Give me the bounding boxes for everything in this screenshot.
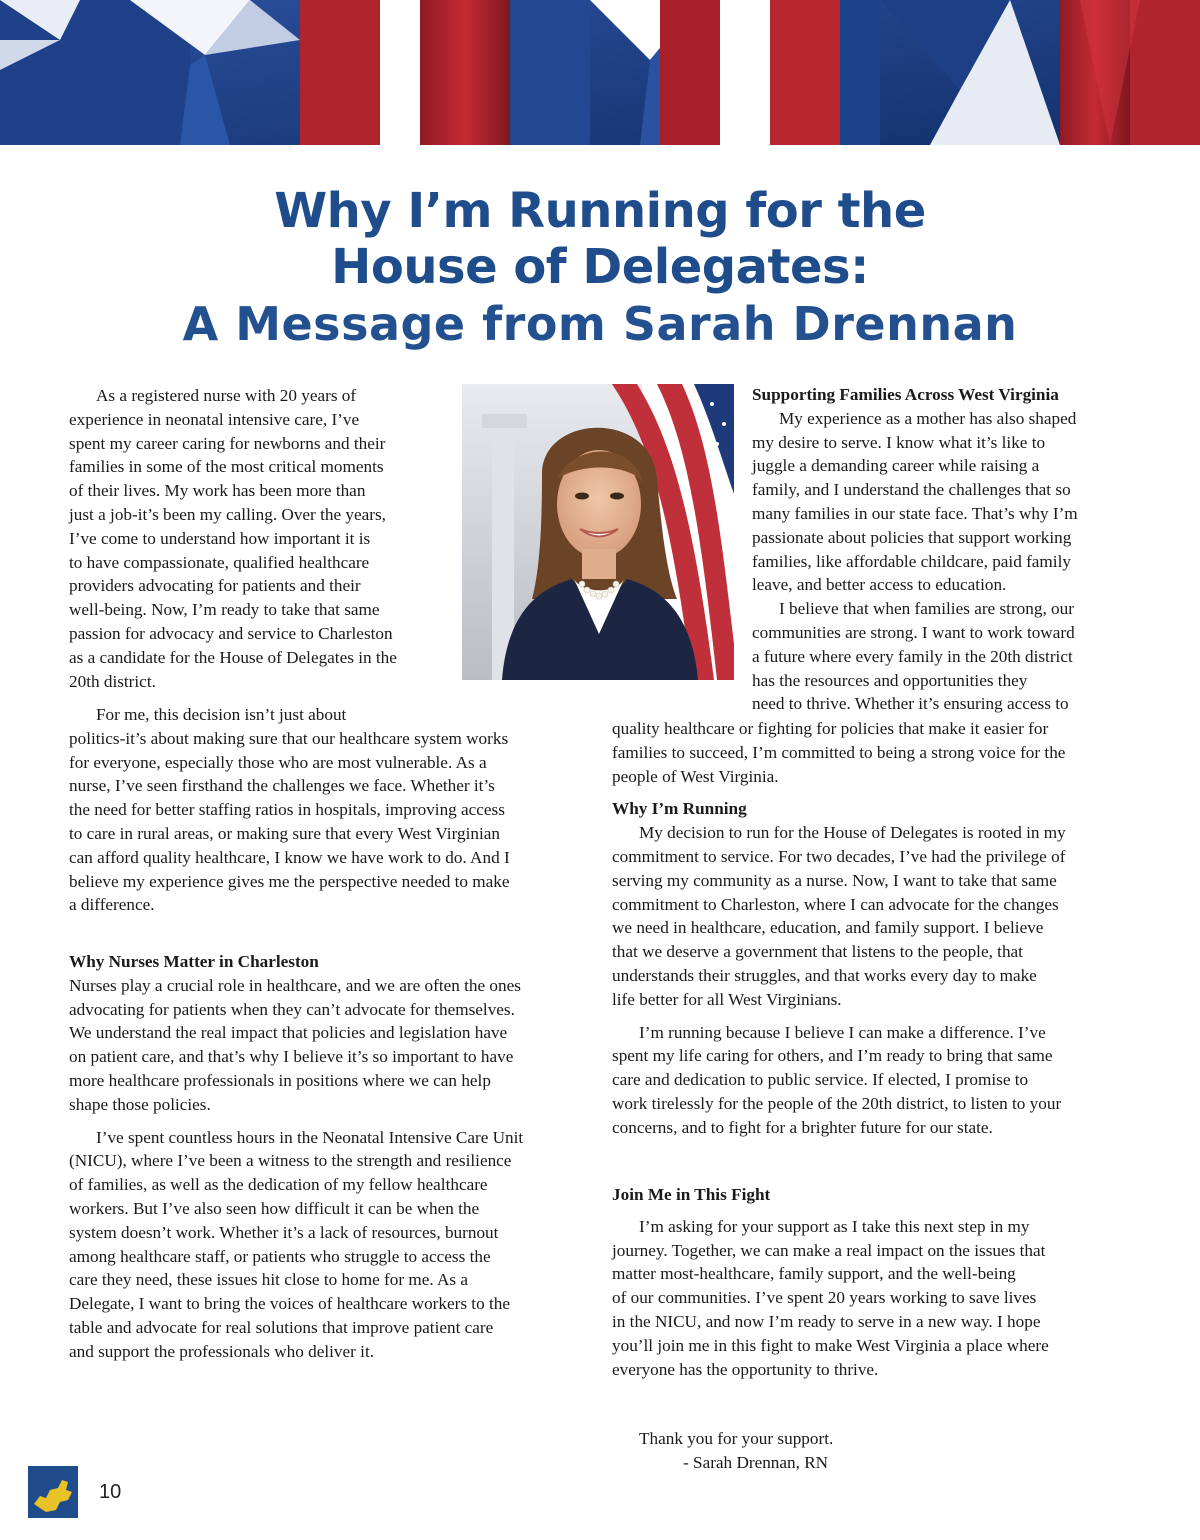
text-line: work tirelessly for the people of the 20th district, to listen to your	[612, 1093, 1062, 1113]
signature: - Sarah Drennan, RN	[683, 1453, 829, 1472]
text-line: you’ll join me in this fight to make West Virginia a place where	[612, 1335, 1049, 1355]
text-line: of our communities. I’ve spent 20 years working to save lives	[612, 1288, 1037, 1308]
text-line: to care in rural areas, or making sure that every West Virginian	[69, 823, 500, 843]
text-line: that we deserve a government that listens to the people, that	[612, 942, 1023, 962]
text-line: care and dedication to public service. If elected, I promise to	[612, 1070, 1029, 1090]
text-line: passionate about policies that support working	[752, 527, 1072, 547]
text-line: shape those policies.	[69, 1094, 211, 1114]
text-line: more healthcare professionals in positions where we can help	[69, 1070, 491, 1090]
text-line: concerns, and to fight for a brighter future for our state.	[612, 1117, 993, 1137]
closing-line: Thank you for your support.	[639, 1429, 834, 1448]
text-line: leave, and better access to education.	[752, 575, 1007, 595]
text-line: workers. But I’ve also seen how difficult it can be when the	[69, 1198, 480, 1218]
text-line: I believe that when families are strong, our	[779, 599, 1074, 619]
stars-and-stripes-graphic	[0, 0, 1200, 145]
text-line: matter most-healthcare, family support, and the well-being	[612, 1264, 1016, 1284]
families-section	[752, 383, 1142, 716]
nurses-section	[69, 950, 589, 1364]
text-line: I’m running because I believe I can make a difference. I’ve	[639, 1022, 1046, 1042]
text-line: table and advocate for real solutions that improve patient care	[69, 1317, 494, 1337]
text-line: Delegate, I want to bring the voices of healthcare workers to the	[69, 1294, 510, 1314]
text-line: for everyone, especially those who are most vulnerable. As a	[69, 752, 487, 772]
text-line: Nurses play a crucial role in healthcare, and we are often the ones	[69, 975, 521, 995]
text-line: As a registered nurse with 20 years of	[96, 386, 357, 405]
text-line: politics-it’s about making sure that our healthcare system works	[69, 728, 509, 748]
text-line: everyone has the opportunity to thrive.	[612, 1359, 879, 1379]
text-line: can afford quality healthcare, I know we have work to do. And I	[69, 847, 510, 867]
text-line: to have compassionate, qualified healthcare	[69, 552, 370, 572]
text-line: well-being. Now, I’m ready to take that same	[69, 600, 380, 620]
title-line-2: House of Delegates:	[331, 239, 869, 295]
text-line: commitment to service. For two decades, I’ve had the privilege of	[612, 846, 1066, 866]
header-banner	[0, 0, 1200, 145]
page-number: 10	[99, 1481, 122, 1503]
text-line: commitment to Charleston, where I can advocate for the changes	[612, 894, 1059, 914]
section-heading: Join Me in This Fight	[612, 1185, 771, 1204]
text-line: spent my life caring for others, and I’m ready to bring that same	[612, 1046, 1053, 1066]
text-line: the need for better staffing ratios in hospitals, improving access	[69, 800, 505, 820]
text-line: advocating for patients when they can’t advocate for themselves.	[69, 999, 515, 1019]
text-line: believe my experience gives me the perspective needed to make	[69, 871, 510, 891]
text-line: has the resources and opportunities they	[752, 670, 1028, 690]
text-line: on patient care, and that’s why I believe it’s so important to have	[69, 1047, 514, 1067]
text-line: we need in healthcare, education, and family support. I believe	[612, 918, 1044, 938]
text-line: nurse, I’ve seen firsthand the challenges we face. Whether it’s	[69, 776, 495, 796]
text-line: my desire to serve. I know what it’s like to	[752, 432, 1046, 452]
text-line: just a job-it’s been my calling. Over the years,	[69, 504, 386, 524]
title-line-1: Why I’m Running for the	[274, 183, 926, 239]
west-virginia-icon	[28, 1466, 78, 1518]
text-line: I’m asking for your support as I take this next step in my	[639, 1216, 1030, 1236]
text-line: a difference.	[69, 895, 155, 915]
section-heading: Why Nurses Matter in Charleston	[69, 952, 319, 971]
text-line: For me, this decision isn’t just about	[96, 705, 347, 724]
text-line: of their lives. My work has been more than	[69, 481, 366, 501]
text-line: as a candidate for the House of Delegates in the	[69, 647, 397, 667]
join-section	[612, 1183, 1142, 1381]
text-line: quality healthcare or fighting for policies that make it easier for	[612, 719, 1049, 738]
text-line: juggle a demanding career while raising a	[752, 456, 1040, 476]
text-line: and support the professionals who deliver it.	[69, 1341, 375, 1361]
text-line: people of West Virginia.	[612, 766, 779, 786]
text-line: My experience as a mother has also shaped	[779, 408, 1077, 428]
text-line: families to succeed, I’m committed to being a strong voice for the	[612, 742, 1066, 762]
text-line: a future where every family in the 20th district	[752, 646, 1073, 666]
text-line: many families in our state face. That’s why I’m	[752, 503, 1078, 523]
politics-paragraph	[69, 703, 589, 917]
text-line: 20th district.	[69, 671, 156, 691]
text-line: I’ve come to understand how important it is	[69, 528, 371, 548]
text-line: I’ve spent countless hours in the Neonatal Intensive Care Unit	[96, 1127, 524, 1147]
text-line: in the NICU, and now I’m ready to serve in a new way. I hope	[612, 1311, 1041, 1331]
intro-paragraph	[69, 384, 454, 693]
text-line: families in some of the most critical moments	[69, 457, 384, 477]
text-line: understands their struggles, and that works every day to make	[612, 965, 1037, 985]
title-line-3: A Message from Sarah Drennan	[182, 297, 1018, 351]
text-line: among healthcare staff, or patients who struggle to access the	[69, 1246, 491, 1266]
text-line: family, and I understand the challenges that so	[752, 480, 1071, 500]
candidate-portrait	[462, 384, 734, 680]
text-line: My decision to run for the House of Delegates is rooted in my	[639, 823, 1066, 843]
text-line: families, like affordable childcare, paid family	[752, 551, 1071, 571]
text-line: experience in neonatal intensive care, I’ve	[69, 409, 360, 429]
text-line: need to thrive. Whether it’s ensuring access to	[752, 694, 1069, 714]
section-heading: Supporting Families Across West Virginia	[752, 385, 1059, 404]
text-line: We understand the real impact that policies and legislation have	[69, 1023, 508, 1043]
text-line: care they need, these issues hit close to home for me. As a	[69, 1270, 469, 1290]
text-line: journey. Together, we can make a real impact on the issues that	[612, 1240, 1046, 1260]
section-heading: Why I’m Running	[612, 799, 747, 819]
article-title	[0, 183, 1200, 353]
text-line: life better for all West Virginians.	[612, 989, 842, 1009]
text-line: communities are strong. I want to work toward	[752, 622, 1075, 642]
text-line: providers advocating for patients and their	[69, 576, 361, 596]
text-line: serving my community as a nurse. Now, I want to take that same	[612, 870, 1057, 890]
right-column-wide	[612, 717, 1142, 1140]
text-line: passion for advocacy and service to Charleston	[69, 623, 393, 643]
text-line: (NICU), where I’ve been a witness to the strength and resilience	[69, 1151, 512, 1171]
text-line: spent my career caring for newborns and their	[69, 433, 386, 453]
text-line: system doesn’t work. Whether it’s a lack of resources, burnout	[69, 1222, 499, 1242]
text-line: of families, as well as the dedication of my fellow healthcare	[69, 1175, 488, 1195]
